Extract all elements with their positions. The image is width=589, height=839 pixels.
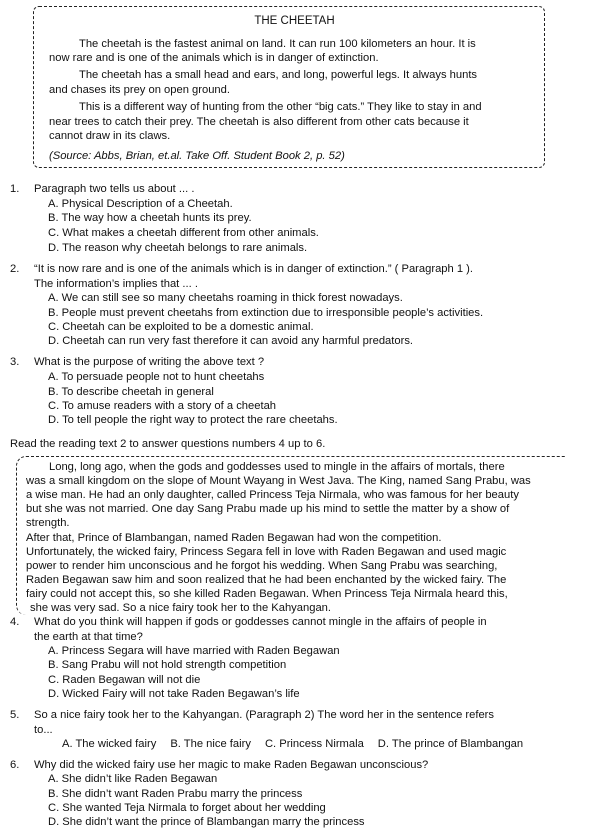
paragraph-3-line-3: cannot draw in its claws. [49,130,171,142]
q4-option-a[interactable]: A. Princess Segara will have married with Raden Begawan [48,645,340,657]
q3-option-c[interactable]: C. To amuse readers with a story of a cheetah [48,400,277,412]
paragraph-2-line-1: The cheetah has a small head and ears, and long, powerful legs. It always hunts [79,69,478,81]
story-line-9: Raden Begawan saw him and soon realized that he had been enchanted by the wicked fairy. The [26,574,507,586]
question-text: Why did the wicked fairy use her magic to make Raden Begawan unconscious? [34,759,429,771]
story-line-10: fairy could not accept this, so she killed Raden Begawan. When Princess Teja Nirmala heard this, [26,588,508,600]
question-2 [10,263,580,277]
question-5 [10,709,580,723]
q4-option-b[interactable]: B. Sang Prabu will not hold strength competition [48,659,287,671]
question-number: 1. [10,183,20,195]
q2-option-d[interactable]: D. Cheetah can run very fast therefore it can avoid any harmful predators. [48,335,414,347]
paragraph-1-line-2: now rare and is one of the animals which is in danger of extinction. [49,52,379,64]
question-number: 6. [10,759,20,771]
q5-options [62,738,582,752]
q5-option-a[interactable]: A. The wicked fairy [62,738,157,750]
q1-option-d[interactable]: D. The reason why cheetah belongs to rare animals. [48,242,308,254]
q3-option-a[interactable]: A. To persuade people not to hunt cheetahs [48,371,265,383]
question-number: 3. [10,356,20,368]
question-4-line-2: the earth at that time? [34,631,143,643]
q1-option-b[interactable]: B. The way how a cheetah hunts its prey. [48,212,252,224]
q6-option-b[interactable]: B. She didn’t want Raden Prabu marry the princess [48,788,303,800]
q5-option-c[interactable]: C. Princess Nirmala [264,738,364,750]
question-4 [10,616,580,630]
q6-option-a[interactable]: A. She didn’t like Raden Begawan [48,773,218,785]
q5-option-d[interactable]: D. The prince of Blambangan [377,738,524,750]
paragraph-1-line-1: The cheetah is the fastest animal on land. It can run 100 kilometers an hour. It is [79,38,476,50]
q2-option-a[interactable]: A. We can still see so many cheetahs roaming in thick forest nowadays. [48,292,403,304]
question-6 [10,759,580,773]
q2-option-b[interactable]: B. People must prevent cheetahs from extinction due to irresponsible people’s activities. [48,307,484,319]
q4-option-d[interactable]: D. Wicked Fairy will not take Raden Begawan’s life [48,688,300,700]
question-text-line-1: “It is now rare and is one of the animals which is in danger of extinction.” ( Paragraph 1 ). [34,263,474,275]
source-citation: (Source: Abbs, Brian, et.al. Take Off. Student Book 2, p. 52) [49,150,345,162]
question-number: 5. [10,709,20,721]
story-line-5: strength. [26,517,70,529]
paragraph-2-line-2: and chases its prey on open ground. [49,84,230,96]
question-text: What is the purpose of writing the above text ? [34,356,265,368]
story-line-7: Unfortunately, the wicked fairy, Princess Segara fell in love with Raden Begawan and used magic [26,546,507,558]
q4-option-c[interactable]: C. Raden Begawan will not die [48,674,201,686]
q6-option-d[interactable]: D. She didn’t want the prince of Blambangan marry the princess [48,816,365,828]
story-line-8: power to render him unconscious and he forgot his wedding. When Sang Prabu was searching, [26,560,498,572]
story-line-3: a wise man. He had an only daughter, called Princess Teja Nirmala, who was famous for her beauty [26,489,519,501]
story-line-1: Long, long ago, when the gods and goddesses used to mingle in the affairs of mortals, there [49,461,505,473]
reading-title: THE CHEETAH [254,15,335,27]
q1-option-a[interactable]: A. Physical Description of a Cheetah. [48,198,233,210]
story-line-11: she was very sad. So a nice fairy took her to the Kahyangan. [30,602,331,614]
q3-option-d[interactable]: D. To tell people the right way to protect the rare cheetahs. [48,414,338,426]
reading-2-instructions: Read the reading text 2 to answer questions numbers 4 up to 6. [10,438,326,450]
question-text: Paragraph two tells us about ... . [34,183,195,195]
question-text-line-1: So a nice fairy took her to the Kahyangan. (Paragraph 2) The word her in the sentence refers [34,709,494,721]
q6-option-c[interactable]: C. She wanted Teja Nirmala to forget about her wedding [48,802,326,814]
story-line-6: After that, Prince of Blambangan, named Raden Begawan had won the competition. [26,532,442,544]
q3-option-b[interactable]: B. To describe cheetah in general [48,386,214,398]
question-number: 4. [10,616,20,628]
question-3 [10,356,580,370]
question-5-line-2: to... [34,724,53,736]
question-1 [10,183,580,197]
q5-option-b[interactable]: B. The nice fairy [170,738,251,750]
q1-option-c[interactable]: C. What makes a cheetah different from other animals. [48,227,319,239]
question-text-line-1: What do you think will happen if gods or goddesses cannot mingle in the affairs of people in [34,616,487,628]
story-line-4: but she was not married. One day Sang Prabu made up his mind to settle the matter by a show of [26,503,510,515]
question-number: 2. [10,263,20,275]
paragraph-3-line-2: near trees to catch their prey. The cheetah is also different from other cats because it [49,116,469,128]
question-2-line-2: The information’s implies that ... . [34,278,198,290]
paragraph-3-line-1: This is a different way of hunting from the other “big cats.” They like to stay in and [79,101,482,113]
q2-option-c[interactable]: C. Cheetah can be exploited to be a domestic animal. [48,321,314,333]
story-line-2: was a small kingdom on the slope of Mount Wayang in West Java. The King, named Sang Prabu, was [26,475,531,487]
